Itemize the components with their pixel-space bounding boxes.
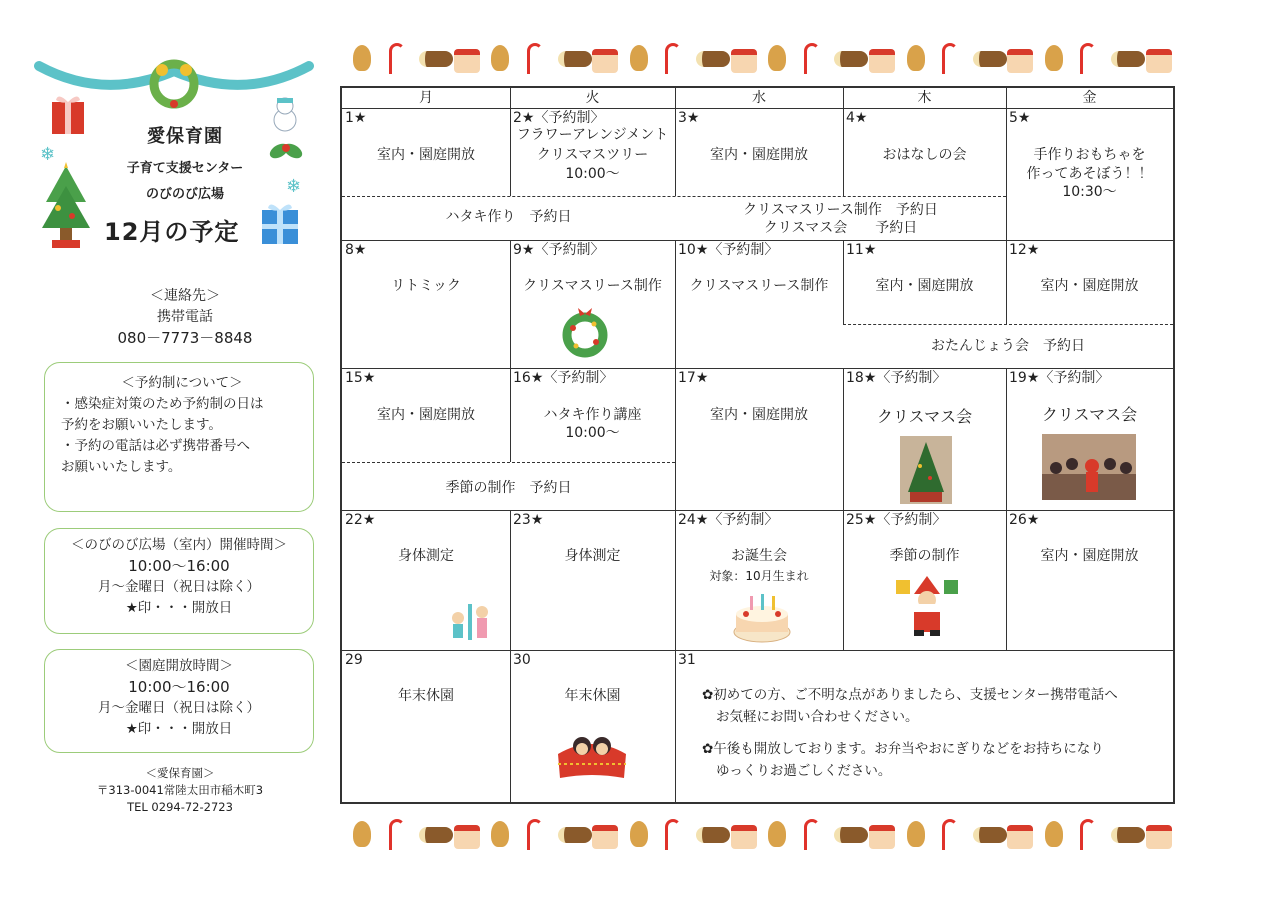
event-label: お誕生会 [731, 548, 787, 564]
garden-hours-box [44, 649, 314, 753]
day-number: 16★〈予約制〉 [513, 370, 614, 386]
candy-cane-icon-shape [804, 819, 820, 850]
event-label: 作ってあそぼう！！ [1026, 166, 1153, 182]
day-number: 4★ [846, 110, 868, 126]
event-label: クリスマス会 [1041, 405, 1138, 424]
event-label: 室内・園庭開放 [710, 407, 808, 423]
address-tel: TEL 0294-72-2723 [127, 800, 233, 814]
cake-icon-shape [731, 49, 757, 73]
grid-line [675, 240, 676, 368]
day-number: 25★〈予約制〉 [846, 512, 947, 528]
note-line: ✿初めての方、ご不明な点がありましたら、支援センター携帯電話へ [702, 687, 1118, 703]
day-number: 5★ [1009, 110, 1031, 126]
gingerbread-icon [627, 43, 651, 73]
day-number: 31 [678, 652, 696, 668]
gingerbread-icon-shape [1045, 821, 1063, 847]
event-label: クリスマス会 [876, 407, 973, 426]
cake-icon-shape [1007, 49, 1033, 73]
center-plaza-name: のびのび広場 [145, 187, 224, 202]
day-number: 1★ [345, 110, 367, 126]
note-line: ゆっくりお過ごしください。 [716, 763, 892, 779]
candy-cane-icon-shape [804, 43, 820, 74]
grid-line [1006, 510, 1007, 650]
garden-hours-time: 10:00～16:00 [128, 678, 230, 696]
reservation-day-label: 季節の制作 予約日 [445, 480, 572, 496]
gingerbread-icon-shape [768, 45, 786, 71]
grid-line [1006, 88, 1007, 240]
event-label: ハタキ作り講座 [543, 407, 642, 423]
roll-cake-icon-shape [1111, 827, 1145, 843]
gingerbread-icon-shape [630, 45, 648, 71]
address-line: 〒313-0041常陸太田市稲木町3 [96, 783, 264, 797]
plaza-hours-box [44, 528, 314, 634]
note-line: お気軽にお問い合わせください。 [716, 709, 919, 725]
candy-cane-icon [385, 819, 409, 849]
day-number: 3★ [678, 110, 700, 126]
roll-cake-icon-shape [973, 51, 1007, 67]
candy-cane-icon [938, 43, 962, 73]
cake-icon [731, 819, 755, 849]
grid-line [675, 368, 676, 510]
roll-cake-icon-shape [1111, 51, 1145, 67]
day-number: 10★〈予約制〉 [678, 242, 779, 258]
event-label: リトミック [391, 278, 461, 294]
weekday-header-mon: 月 [419, 90, 433, 106]
cake-icon [1146, 819, 1170, 849]
gingerbread-icon [1042, 819, 1066, 849]
event-label: 手作りおもちゃを [1033, 147, 1146, 163]
top-sweets-border [350, 40, 1170, 76]
gingerbread-icon [765, 819, 789, 849]
candy-cane-icon-shape [942, 43, 958, 74]
day-number: 22★ [345, 512, 376, 528]
reservation-info-box [44, 362, 314, 512]
bottom-sweets-border [350, 816, 1170, 852]
cake-icon-shape [592, 825, 618, 849]
cake-icon-shape [1007, 825, 1033, 849]
day-number: 2★〈予約制〉 [513, 110, 605, 126]
grid-line [675, 650, 676, 802]
day-number: 24★〈予約制〉 [678, 512, 779, 528]
gingerbread-icon [488, 43, 512, 73]
event-label: クリスマスリース制作 [523, 278, 662, 294]
gingerbread-icon [765, 43, 789, 73]
roll-cake-icon-shape [973, 827, 1007, 843]
roll-cake-icon [558, 819, 582, 849]
cake-icon [454, 43, 478, 73]
candy-cane-icon-shape [527, 43, 543, 74]
grid-line [342, 108, 1173, 109]
roll-cake-icon [419, 43, 443, 73]
cake-icon-shape [869, 49, 895, 73]
candy-cane-icon-shape [665, 43, 681, 74]
candy-cane-icon [800, 819, 824, 849]
day-number: 18★〈予約制〉 [846, 370, 947, 386]
roll-cake-icon [973, 819, 997, 849]
candy-cane-icon [661, 43, 685, 73]
day-number: 17★ [678, 370, 709, 386]
event-label: 室内・園庭開放 [1040, 548, 1139, 564]
gingerbread-icon [350, 43, 374, 73]
roll-cake-icon-shape [696, 827, 730, 843]
event-label: 身体測定 [564, 548, 621, 564]
weekday-header-tue: 火 [585, 90, 600, 106]
grid-line [1006, 368, 1007, 510]
event-detail: 対象：10月生まれ [709, 569, 809, 583]
contact-phone: 080－7773－8848 [117, 329, 253, 347]
weekday-header-thu: 木 [917, 90, 932, 106]
roll-cake-icon-shape [558, 51, 592, 67]
candy-cane-icon [385, 43, 409, 73]
roll-cake-icon-shape [696, 51, 730, 67]
plaza-hours-days: 月～金曜日（祝日は除く） [98, 579, 260, 595]
event-label: おはなしの会 [882, 147, 967, 163]
cake-icon [1007, 43, 1031, 73]
cake-icon [869, 43, 893, 73]
center-subtitle: 子育て支援センター [126, 161, 244, 176]
grid-line [843, 88, 844, 196]
plaza-hours-title: ＜のびのび広場（室内）開催時間＞ [71, 537, 287, 553]
reservation-day-label: クリスマス会 予約日 [763, 220, 918, 236]
roll-cake-icon [1111, 819, 1135, 849]
christmas-tree-photo [900, 436, 952, 504]
month-title: 12月の予定 [104, 218, 240, 246]
gingerbread-icon [350, 819, 374, 849]
gingerbread-icon [904, 43, 928, 73]
day-number: 30 [513, 652, 531, 668]
event-label: クリスマスリース制作 [689, 278, 829, 294]
garden-hours-days: 月～金曜日（祝日は除く） [98, 700, 260, 716]
candy-cane-icon-shape [527, 819, 543, 850]
roll-cake-icon [1111, 43, 1135, 73]
event-time: 10:00～ [565, 425, 620, 441]
blue-gift-icon [258, 200, 302, 246]
roll-cake-icon [973, 43, 997, 73]
day-number: 19★〈予約制〉 [1009, 370, 1110, 386]
gingerbread-icon-shape [491, 45, 509, 71]
candy-cane-icon [523, 43, 547, 73]
santa-claus-icon [894, 574, 960, 640]
snowman-icon [268, 96, 302, 132]
gingerbread-icon [904, 819, 928, 849]
event-label: 室内・園庭開放 [875, 278, 974, 294]
plaza-hours-time: 10:00～16:00 [128, 557, 230, 575]
event-label: 年末休園 [564, 688, 621, 704]
gingerbread-icon-shape [353, 821, 371, 847]
gingerbread-icon-shape [907, 821, 925, 847]
gingerbread-icon [1042, 43, 1066, 73]
grid-line [843, 510, 844, 650]
christmas-party-photo [1042, 434, 1136, 500]
candy-cane-icon-shape [1080, 43, 1096, 74]
garden-hours-mark: ★印・・・開放日 [125, 721, 233, 737]
gingerbread-icon-shape [491, 821, 509, 847]
grid-line [342, 240, 1173, 241]
event-label: クリスマスツリー [536, 147, 649, 163]
event-label: 室内・園庭開放 [377, 407, 475, 423]
grid-line [342, 650, 1173, 651]
cake-icon [454, 819, 478, 849]
roll-cake-icon-shape [834, 51, 868, 67]
reservation-line: お願いいたします。 [61, 459, 182, 475]
reservation-day-label: クリスマスリース制作 予約日 [743, 202, 938, 218]
cake-icon [1146, 43, 1170, 73]
cake-icon [592, 819, 616, 849]
contact-label: ＜連絡先＞ [150, 288, 220, 304]
address-name: ＜愛保育園＞ [145, 766, 215, 780]
event-label: 室内・園庭開放 [710, 147, 808, 163]
event-label: フラワーアレンジメント [516, 127, 669, 143]
gift-box-icon [48, 92, 88, 138]
grid-line [342, 510, 1173, 511]
candy-cane-icon [1076, 819, 1100, 849]
christmas-tree-icon [38, 162, 94, 252]
grid-line [510, 240, 511, 368]
candy-cane-icon-shape [665, 819, 681, 850]
weekday-header-fri: 金 [1082, 90, 1097, 106]
cake-icon [592, 43, 616, 73]
cake-icon-shape [454, 49, 480, 73]
roll-cake-icon [419, 819, 443, 849]
event-label: 室内・園庭開放 [1040, 278, 1139, 294]
height-measurement-icon [448, 600, 494, 642]
holly-icon [268, 136, 304, 166]
reservation-line: ・予約の電話は必ず携帯番号へ [61, 438, 250, 454]
snowflake-icon: ❄ [40, 144, 56, 165]
grid-line [510, 510, 511, 650]
event-label: 年末休園 [398, 688, 454, 704]
cake-icon-shape [1146, 825, 1172, 849]
dashed-separator [342, 196, 1006, 197]
roll-cake-icon [558, 43, 582, 73]
candy-cane-icon [938, 819, 962, 849]
grid-line [342, 368, 1173, 369]
reservation-line: ・感染症対策のため予約制の日は [61, 396, 264, 412]
event-time: 10:30～ [1062, 184, 1117, 200]
candy-cane-icon-shape [389, 43, 405, 74]
candy-cane-icon [1076, 43, 1100, 73]
address-block [60, 765, 300, 816]
birthday-cake-icon [732, 588, 792, 644]
roll-cake-icon [834, 819, 858, 849]
contact-block [60, 286, 310, 349]
kotatsu-children-icon [554, 724, 630, 782]
day-number: 29 [345, 652, 363, 668]
roll-cake-icon-shape [419, 51, 453, 67]
grid-line [510, 650, 511, 802]
cake-icon-shape [731, 825, 757, 849]
gingerbread-icon-shape [1045, 45, 1063, 71]
garden-hours-title: ＜園庭開放時間＞ [125, 658, 233, 674]
reservation-line: 予約をお願いいたします。 [61, 417, 222, 433]
cake-icon [869, 819, 893, 849]
candy-cane-icon [523, 819, 547, 849]
gingerbread-icon-shape [630, 821, 648, 847]
event-label: 室内・園庭開放 [377, 147, 475, 163]
roll-cake-icon [696, 43, 720, 73]
roll-cake-icon [696, 819, 720, 849]
day-number: 8★ [345, 242, 367, 258]
day-number: 26★ [1009, 512, 1040, 528]
snowflake-icon: ❄ [286, 176, 302, 197]
cake-icon-shape [1146, 49, 1172, 73]
cake-icon-shape [869, 825, 895, 849]
center-name: 愛保育園 [147, 126, 223, 147]
weekday-header-wed: 水 [752, 90, 766, 106]
gingerbread-icon-shape [353, 45, 371, 71]
reservation-box-title: ＜予約制について＞ [121, 375, 243, 391]
gingerbread-icon [488, 819, 512, 849]
candy-cane-icon [800, 43, 824, 73]
gingerbread-icon-shape [768, 821, 786, 847]
candy-cane-icon [661, 819, 685, 849]
center-title-block [100, 122, 270, 202]
grid-line [675, 88, 676, 196]
day-number: 11★ [846, 242, 877, 258]
december-calendar [340, 86, 1175, 804]
day-number: 15★ [345, 370, 376, 386]
day-number: 23★ [513, 512, 544, 528]
plaza-hours-mark: ★印・・・開放日 [125, 600, 233, 616]
reservation-day-label: おたんじょう会 予約日 [931, 338, 1085, 354]
roll-cake-icon-shape [558, 827, 592, 843]
dashed-separator [342, 462, 675, 463]
gingerbread-icon [627, 819, 651, 849]
event-label: 季節の制作 [889, 548, 960, 564]
contact-type: 携帯電話 [157, 309, 213, 325]
dashed-separator [843, 324, 1173, 325]
reservation-day-label: ハタキ作り 予約日 [445, 209, 572, 225]
candy-cane-icon-shape [942, 819, 958, 850]
candy-cane-icon-shape [1080, 819, 1096, 850]
cake-icon-shape [454, 825, 480, 849]
grid-line [843, 368, 844, 510]
day-number: 12★ [1009, 242, 1040, 258]
day-number: 9★〈予約制〉 [513, 242, 605, 258]
cake-icon [1007, 819, 1031, 849]
roll-cake-icon-shape [834, 827, 868, 843]
event-label: 身体測定 [398, 548, 454, 564]
candy-cane-icon-shape [389, 819, 405, 850]
gingerbread-icon-shape [907, 45, 925, 71]
event-time: 10:00～ [565, 166, 620, 182]
note-line: ✿午後も開放しております。お弁当やおにぎりなどをお持ちになり [702, 741, 1104, 757]
cake-icon-shape [592, 49, 618, 73]
roll-cake-icon-shape [419, 827, 453, 843]
wreath-icon [558, 306, 612, 360]
cake-icon [731, 43, 755, 73]
roll-cake-icon [834, 43, 858, 73]
